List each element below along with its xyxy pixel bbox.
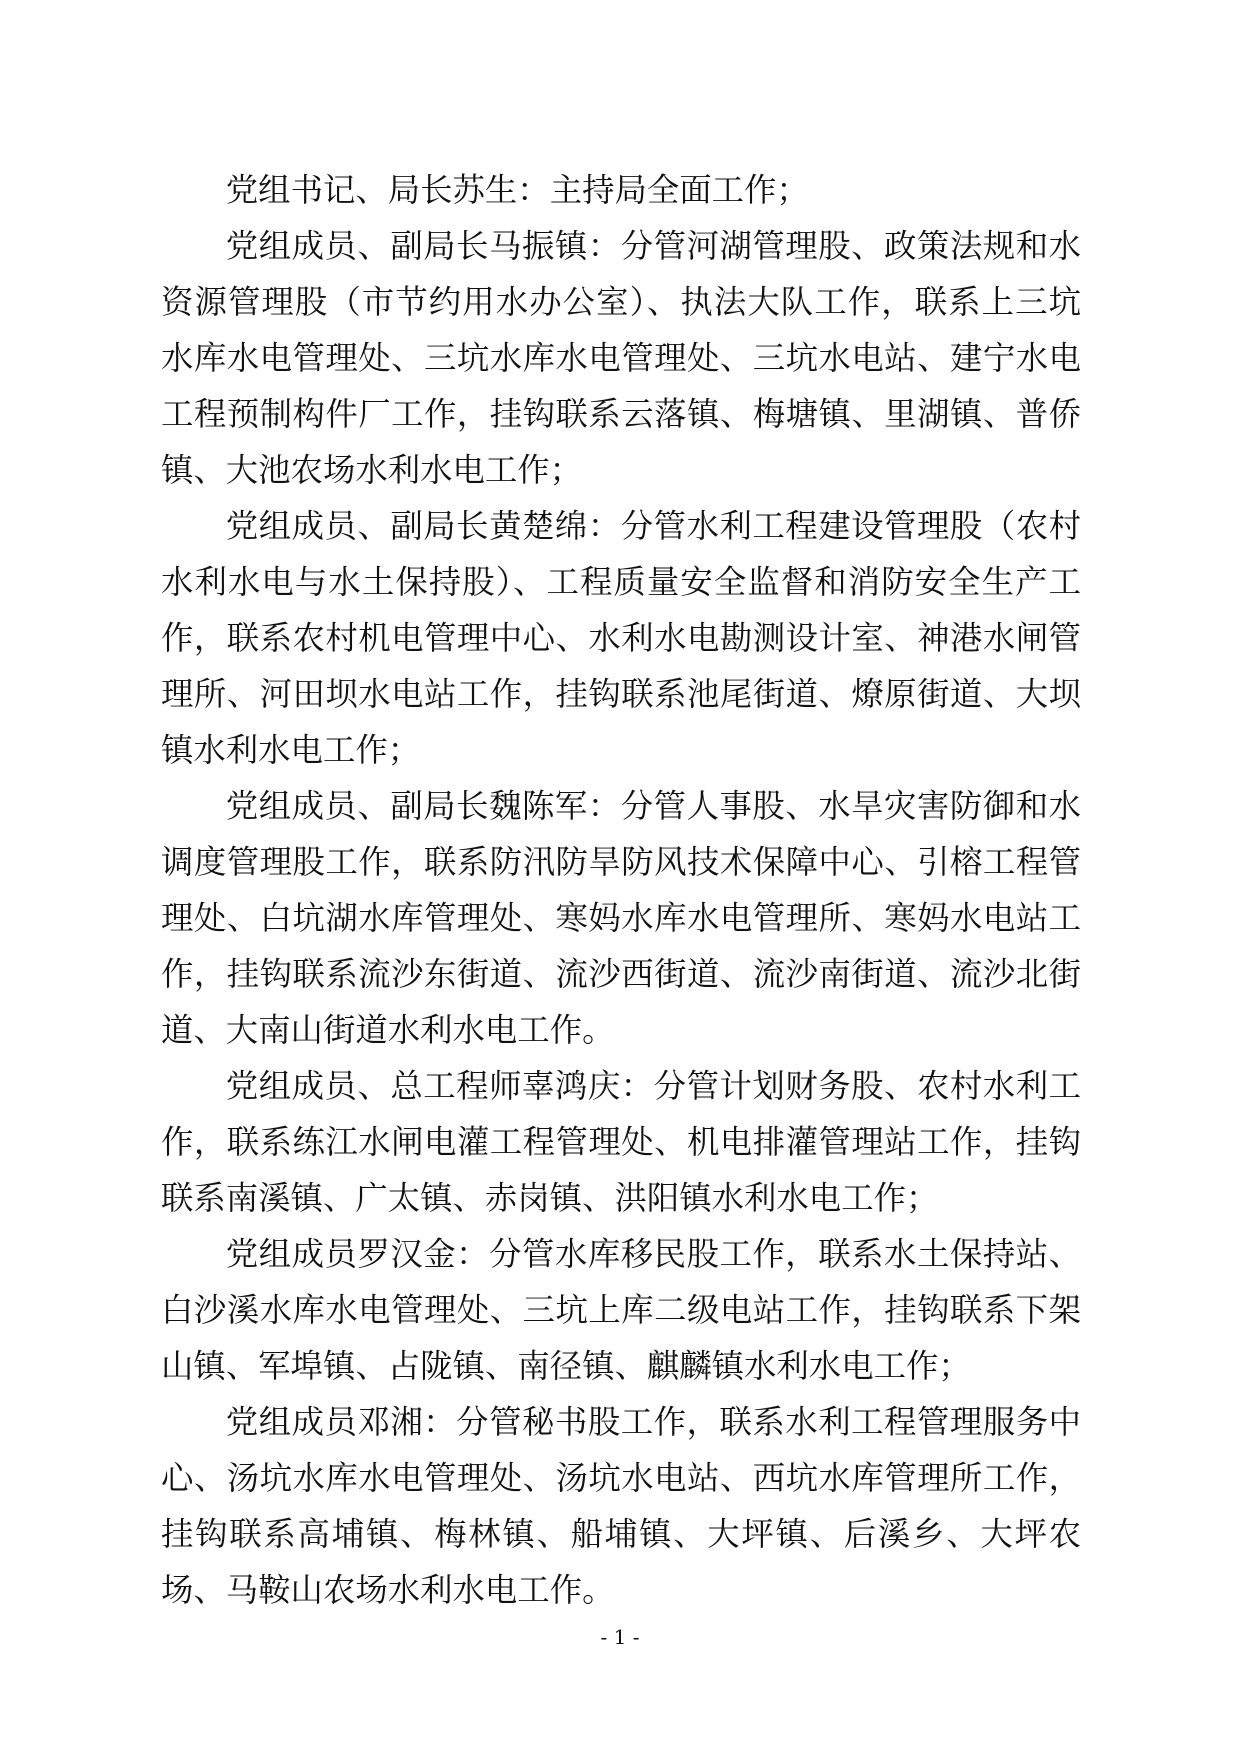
paragraph-deputy-ma: 党组成员、副局长马振镇：分管河湖管理股、政策法规和水资源管理股（市节约用水办公室）、执法大队工作，联系上三坑水库水电管理处、三坑水库水电管理处、三坑水电站、建宁水电工程预制构件厂工作，挂钩联系云落镇、梅塘镇、里湖镇、普侨镇、大池农场水利水电工作； bbox=[161, 227, 1081, 489]
paragraph-chief-engineer-gu: 党组成员、总工程师辜鸿庆：分管计划财务股、农村水利工作，联系练江水闸电灌工程管理处、机电排灌管理站工作，挂钩联系南溪镇、广太镇、赤岗镇、洪阳镇水利水电工作； bbox=[161, 1067, 1081, 1217]
paragraph-party-secretary: 党组书记、局长苏生：主持局全面工作； bbox=[225, 171, 809, 209]
paragraph-member-luo: 党组成员罗汉金：分管水库移民股工作，联系水土保持站、白沙溪水库水电管理处、三坑上库二级电站工作，挂钩联系下架山镇、军埠镇、占陇镇、南径镇、麒麟镇水利水电工作； bbox=[161, 1235, 1081, 1385]
paragraph-deputy-huang: 党组成员、副局长黄楚绵：分管水利工程建设管理股（农村水利水电与水土保持股）、工程质量安全监督和消防安全生产工作，联系农村机电管理中心、水利水电勘测设计室、神港水闸管理所、河田坝水电站工作，挂钩联系池尾街道、燎原街道、大坝镇水利水电工作； bbox=[161, 507, 1081, 769]
paragraph-member-deng: 党组成员邓湘：分管秘书股工作，联系水利工程管理服务中心、汤坑水库水电管理处、汤坑水电站、西坑水库管理所工作，挂钩联系高埔镇、梅林镇、船埔镇、大坪镇、后溪乡、大坪农场、马鞍山农场水利水电工作。 bbox=[161, 1403, 1081, 1609]
paragraph-deputy-wei: 党组成员、副局长魏陈军：分管人事股、水旱灾害防御和水调度管理股工作，联系防汛防旱防风技术保障中心、引榕工程管理处、白坑湖水库管理处、寒妈水库水电管理所、寒妈水电站工作，挂钩联系流沙东街道、流沙西街道、流沙南街道、流沙北街道、大南山街道水利水电工作。 bbox=[161, 787, 1081, 1049]
document-body bbox=[161, 162, 1081, 1618]
page-number: - 1 - bbox=[600, 1625, 640, 1649]
